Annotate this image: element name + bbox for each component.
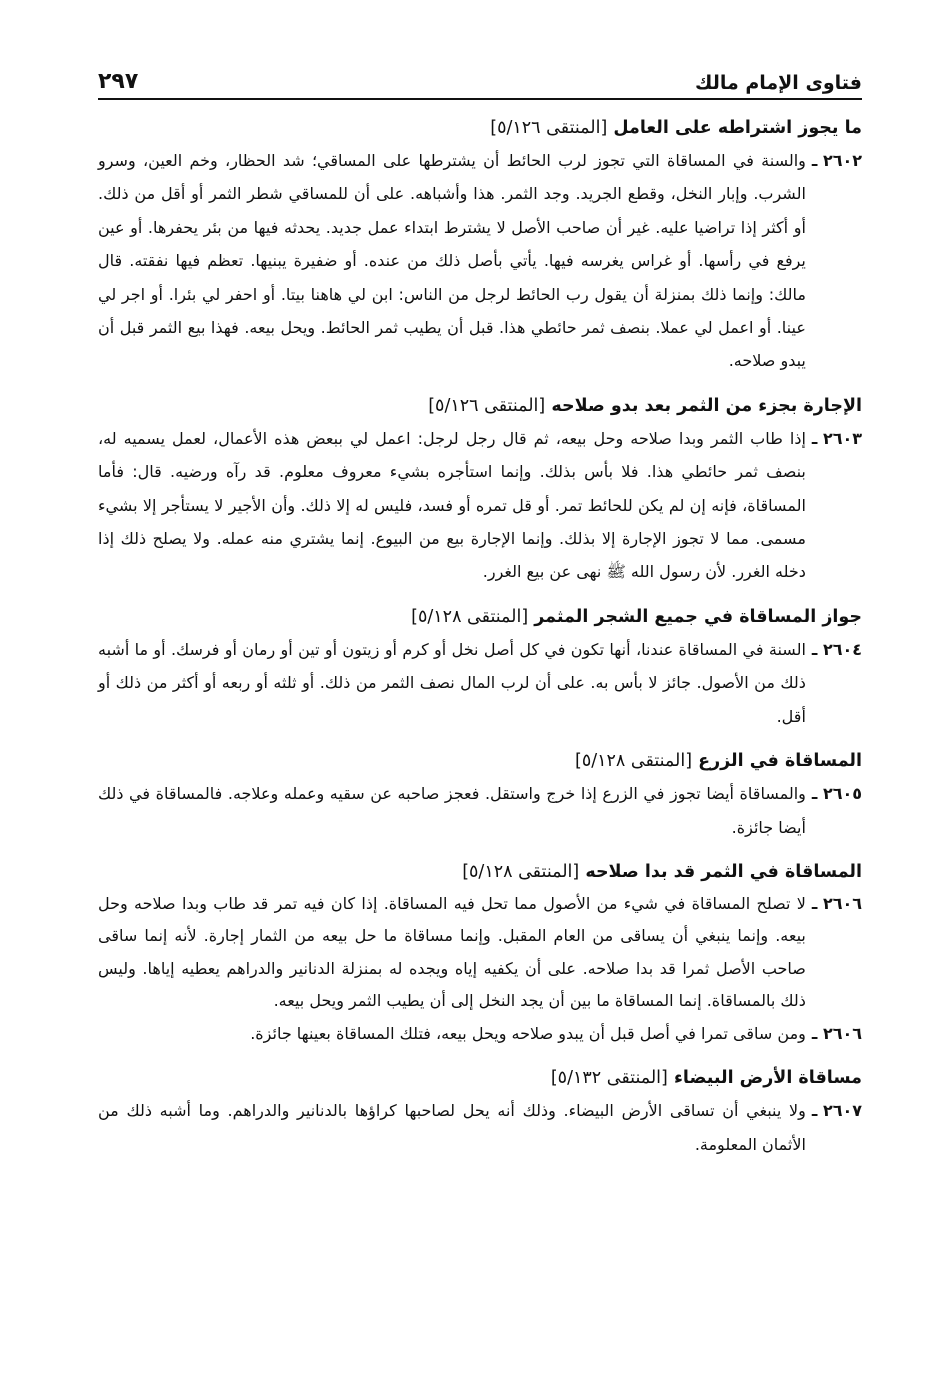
section-heading (98, 747, 862, 775)
section-reference: [المنتقى ٥/١٢٦] (428, 395, 546, 416)
entry-number: ٢٦٠٦ ـ (811, 893, 862, 913)
section-heading (98, 114, 862, 142)
section-conditions-on-worker (98, 114, 862, 378)
section-heading (98, 1064, 862, 1092)
running-header (98, 58, 862, 100)
entry-number: ٢٦٠٤ ـ (811, 639, 862, 659)
section-title: جواز المساقاة في جميع الشجر المثمر (534, 606, 862, 627)
entry-2606 (98, 888, 862, 1018)
entry-text: السنة في المساقاة عندنا، أنها تكون في كل أصل نخل أو كرم أو زيتون أو تين أو رمان أو فرسك. أو ما أشبه ذلك من الأصول. جائز لا بأس به. على أن لرب المال نصف الثمر من ذلك. أو ثلثه أو ربعه أو أكثر من ذلك أو أقل. (98, 639, 806, 726)
section-all-fruit-trees (98, 603, 862, 733)
section-heading (98, 603, 862, 631)
entry-number: ٢٦٠٦ ـ (811, 1023, 862, 1043)
entry-2605 (98, 777, 862, 844)
section-heading (98, 858, 862, 886)
entry-text: والسنة في المساقاة التي تجوز لرب الحائط أن يشترطها على المساقي؛ شد الحظار، وخم العين، وسرو الشرب. وإبار النخل، وقطع الجريد. وجد الثمر. هذا وأشباهه. على أن للمساقي شطر الثمر أو أقل من ذلك. أو أكثر إذا تراضيا عليه. غير أن صاحب الأصل لا يشترط ابتداء عمل جديد. يحدثه فيها من بئر يحفرها. أو عين يرفع في رأسها. أو غراس يغرسه فيها. يأتي بأصل ذلك من عنده. أو ضفيرة يبنيها. تعظم فيها نفقته. قال مالك: وإنما ذلك بمنزلة أن يقول رب الحائط لرجل من الناس: ابن لي هاهنا بيتا. أو احفر لي بئرا. أو اجر لي عينا. أو اعمل لي عملا. بنصف ثمر حائطي هذا. قبل أن يطيب ثمر الحائط. ويحل بيعه. فهذا بيع الثمر قبل أن يبدو صلاحه. (98, 151, 806, 371)
section-crops (98, 747, 862, 844)
entry-text: ولا ينبغي أن تساقى الأرض البيضاء. وذلك أنه يحل لصاحبها كراؤها بالدنانير والدراهم. وما أشبه ذلك من الأثمان المعلومة. (98, 1101, 806, 1154)
entry-text: ومن ساقى تمرا في أصل قبل أن يبدو صلاحه ويحل بيعه، فتلك المساقاة بعينها جائزة. (250, 1023, 806, 1043)
entry-number: ٢٦٠٥ ـ (811, 784, 862, 804)
section-title: الإجارة بجزء من الثمر بعد بدو صلاحه (551, 395, 862, 416)
entry-2606-b (98, 1018, 862, 1051)
entry-number: ٢٦٠٧ ـ (811, 1101, 862, 1121)
section-white-land (98, 1064, 862, 1161)
entry-number: ٢٦٠٢ ـ (811, 151, 862, 170)
entry-2603 (98, 422, 862, 589)
book-title: فتاوى الإمام مالك (695, 72, 862, 94)
section-heading (98, 392, 862, 420)
section-title: ما يجوز اشتراطه على العامل (613, 118, 862, 138)
entry-2604 (98, 633, 862, 733)
section-ripe-fruit (98, 858, 862, 1051)
section-title: المساقاة في الثمر قد بدا صلاحه (585, 861, 862, 882)
section-reference: [المنتقى ٥/١٣٢] (550, 1068, 668, 1089)
entry-text: لا تصلح المساقاة في شيء من الأصول مما تحل فيه المساقاة. إذا كان فيه تمر قد طاب وبدا صلاحه وحل بيعه. وإنما ينبغي أن يساقى من العام المقبل. وإنما مساقاة ما حل بيعه من الثمار إجارة. لأنه إنما ساقى صاحب الأصل ثمرا قد بدا صلاحه. على أن يكفيه إياه ويجده له بمنزلة الدنانير والدراهم يعطيه إياها. وليس ذلك بالمساقاة. إنما المساقاة ما بين أن يجد النخل إلى أن يطيب الثمر ويحل بيعه. (98, 893, 806, 1011)
entry-text: إذا طاب الثمر وبدا صلاحه وحل بيعه، ثم قال رجل لرجل: اعمل لي ببعض هذه الأعمال، لعمل يسميه له، بنصف ثمر حائطي هذا. فلا بأس بذلك. وإنما استأجره بشيء معروف معلوم. قد رآه ورضيه. قال: فأما المساقاة، فإنه إن لم يكن للحائط تمر. أو قل تمره أو فسد، فليس له إلا ذلك. وأن الأجير لا يستأجر إلا بشيء مسمى. مما لا تجوز الإجارة إلا بذلك. وإنما الإجارة بيع من البيوع. إنما يشتري منه عمله. ولا يصلح ذلك إذا دخله الغرر. لأن رسول الله ﷺ نهى عن بيع الغرر. (98, 428, 806, 582)
section-title: مساقاة الأرض البيضاء (673, 1068, 862, 1089)
entry-text: والمساقاة أيضا تجوز في الزرع إذا خرج واستقل. فعجز صاحبه عن سقيه وعمله وعلاجه. فالمساقاة في ذلك أيضا جائزة. (98, 784, 806, 837)
section-hire-for-fruit-share (98, 392, 862, 589)
entry-number: ٢٦٠٣ ـ (811, 428, 862, 448)
page-number: ٢٩٧ (98, 69, 139, 94)
section-reference: [المنتقى ٥/١٢٦] (490, 118, 608, 138)
section-reference: [المنتقى ٥/١٢٨] (462, 861, 580, 882)
section-reference: [المنتقى ٥/١٢٨] (575, 751, 693, 772)
entry-2602 (98, 144, 862, 378)
section-title: المساقاة في الزرع (698, 751, 862, 772)
section-reference: [المنتقى ٥/١٢٨] (411, 606, 529, 627)
entry-2607 (98, 1094, 862, 1161)
